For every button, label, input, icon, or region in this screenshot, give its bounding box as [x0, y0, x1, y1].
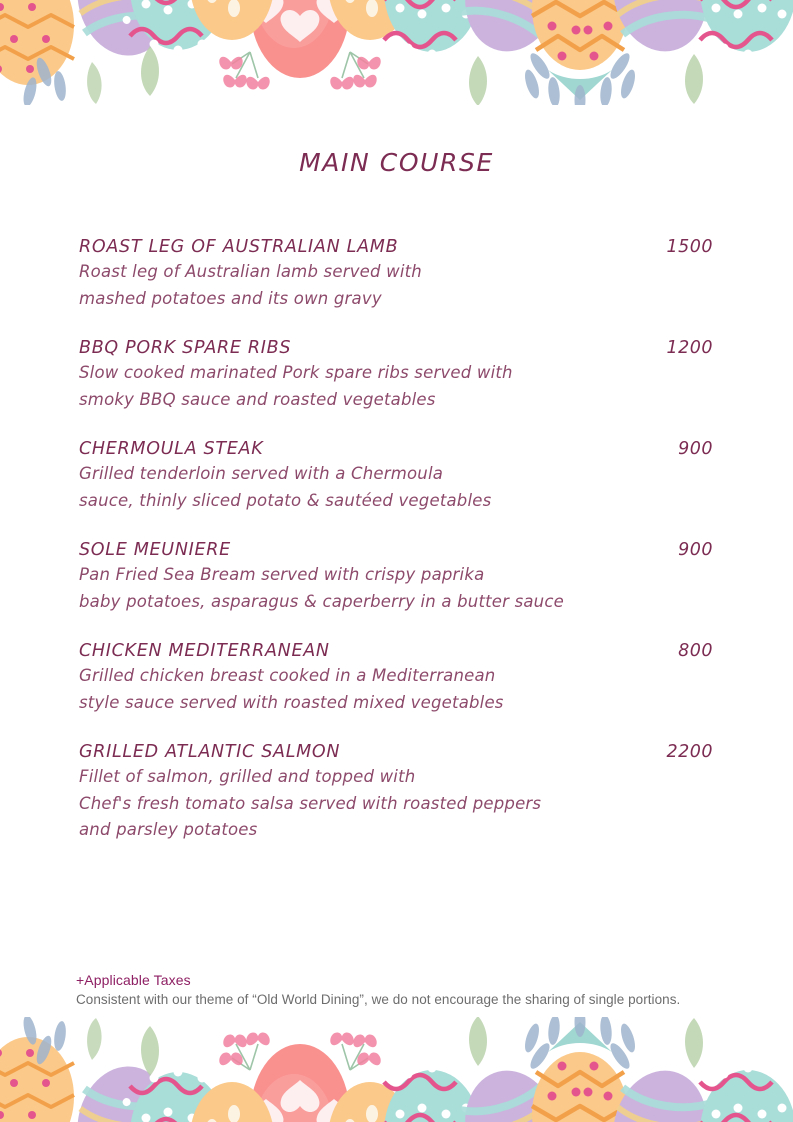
menu-item-name: CHERMOULA STEAK — [79, 439, 264, 459]
description-line: Slow cooked marinated Pork spare ribs served with — [79, 363, 513, 382]
menu-item-price: 1200 — [666, 338, 713, 358]
description-line: style sauce served with roasted mixed vegetables — [79, 692, 504, 712]
description-line: mashed potatoes and its own gravy — [79, 288, 382, 308]
menu-item-description — [79, 461, 713, 514]
description-line: baby potatoes, asparagus & caperberry in a butter sauce — [79, 591, 564, 611]
menu-item-price: 1500 — [666, 237, 713, 257]
menu-item-name: SOLE MEUNIERE — [79, 540, 231, 560]
description-line: Roast leg of Australian lamb served with — [79, 262, 422, 281]
menu-item — [79, 742, 713, 844]
menu-item — [79, 338, 713, 413]
menu-item-description — [79, 360, 713, 413]
menu-item-price: 900 — [678, 439, 713, 459]
menu-item — [79, 439, 713, 514]
top-border-decoration — [0, 0, 793, 105]
menu-item-description — [79, 764, 713, 844]
sharing-policy-note: Consistent with our theme of “Old World Dining”, we do not encourage the sharing of single portions. — [76, 992, 681, 1007]
menu-item-description — [79, 562, 713, 615]
menu-item-header — [79, 742, 713, 762]
menu-item-header — [79, 338, 713, 358]
description-line: Grilled tenderloin served with a Chermoula — [79, 464, 444, 483]
description-line: Pan Fried Sea Bream served with crispy paprika — [79, 565, 485, 584]
description-line: sauce, thinly sliced potato & sautéed vegetables — [79, 490, 492, 510]
menu-item-price: 2200 — [666, 742, 713, 762]
bottom-border-decoration — [0, 1017, 793, 1122]
menu-item-name: ROAST LEG OF AUSTRALIAN LAMB — [79, 237, 399, 257]
menu-item-header — [79, 237, 713, 257]
menu-item-name: BBQ PORK SPARE RIBS — [79, 338, 292, 358]
description-line: and parsley potatoes — [79, 820, 258, 839]
applicable-taxes-note: +Applicable Taxes — [76, 972, 191, 988]
menu-item — [79, 237, 713, 312]
menu-item-header — [79, 439, 713, 459]
menu-item-description — [79, 663, 713, 716]
footer — [76, 972, 736, 1007]
menu-item-price: 900 — [678, 540, 713, 560]
description-line: smoky BBQ sauce and roasted vegetables — [79, 389, 436, 409]
menu-item-name: GRILLED ATLANTIC SALMON — [79, 742, 341, 762]
menu-item-header — [79, 540, 713, 560]
menu-item-header — [79, 641, 713, 661]
description-line: Chef's fresh tomato salsa served with roasted peppers — [79, 793, 542, 813]
menu-item-list — [79, 237, 713, 870]
description-line: Grilled chicken breast cooked in a Mediterranean — [79, 666, 496, 685]
menu-item-price: 800 — [678, 641, 713, 661]
description-line: Fillet of salmon, grilled and topped with — [79, 767, 416, 786]
page-title: MAIN COURSE — [299, 148, 494, 177]
menu-item-name: CHICKEN MEDITERRANEAN — [79, 641, 330, 661]
menu-item — [79, 641, 713, 716]
menu-item-description — [79, 259, 713, 312]
menu-item — [79, 540, 713, 615]
